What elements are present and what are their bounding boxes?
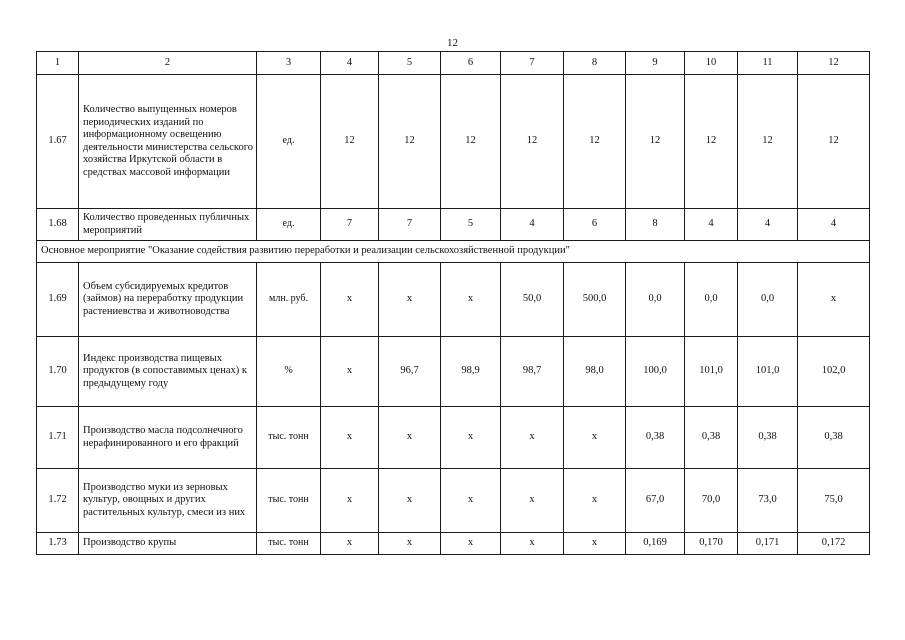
indicator-name: Производство масла подсолнечного нерафинированного и его фракций: [79, 407, 257, 469]
row-number: 1.68: [37, 209, 79, 241]
value-cell: 12: [798, 75, 870, 209]
value-cell: 67,0: [626, 469, 685, 533]
value-cell: х: [441, 407, 501, 469]
value-cell: х: [321, 263, 379, 337]
header-row: [37, 52, 870, 75]
value-cell: х: [441, 263, 501, 337]
unit-cell: %: [257, 337, 321, 407]
value-cell: 0,0: [626, 263, 685, 337]
value-cell: х: [441, 469, 501, 533]
indicator-name: Объем субсидируемых кредитов (займов) на переработку продукции растениевства и животноводства: [79, 263, 257, 337]
value-cell: 101,0: [685, 337, 738, 407]
header-cell: 3: [257, 52, 321, 75]
header-cell: 4: [321, 52, 379, 75]
value-cell: 5: [441, 209, 501, 241]
value-cell: х: [379, 263, 441, 337]
value-cell: 12: [441, 75, 501, 209]
value-cell: х: [441, 533, 501, 555]
unit-cell: ед.: [257, 209, 321, 241]
value-cell: 0,0: [738, 263, 798, 337]
value-cell: х: [564, 407, 626, 469]
row-number: 1.73: [37, 533, 79, 555]
value-cell: х: [564, 533, 626, 555]
header-cell: 9: [626, 52, 685, 75]
value-cell: 98,9: [441, 337, 501, 407]
value-cell: 7: [379, 209, 441, 241]
table-row: [37, 407, 870, 469]
value-cell: 98,0: [564, 337, 626, 407]
value-cell: х: [321, 337, 379, 407]
value-cell: 75,0: [798, 469, 870, 533]
header-cell: 6: [441, 52, 501, 75]
unit-cell: тыс. тонн: [257, 407, 321, 469]
value-cell: 0,38: [626, 407, 685, 469]
table-row: [37, 469, 870, 533]
value-cell: 12: [738, 75, 798, 209]
page-number: 12: [447, 37, 458, 49]
unit-cell: тыс. тонн: [257, 469, 321, 533]
indicator-name: Производство крупы: [79, 533, 257, 555]
header-cell: 7: [501, 52, 564, 75]
value-cell: 100,0: [626, 337, 685, 407]
header-cell: 8: [564, 52, 626, 75]
value-cell: х: [379, 533, 441, 555]
value-cell: х: [501, 469, 564, 533]
table-row: [37, 263, 870, 337]
value-cell: х: [501, 407, 564, 469]
value-cell: х: [379, 469, 441, 533]
value-cell: 0,38: [685, 407, 738, 469]
value-cell: 0,171: [738, 533, 798, 555]
value-cell: 98,7: [501, 337, 564, 407]
table-row: [37, 209, 870, 241]
indicator-name: Количество проведенных публичных мероприятий: [79, 209, 257, 241]
value-cell: 102,0: [798, 337, 870, 407]
value-cell: 7: [321, 209, 379, 241]
value-cell: 12: [626, 75, 685, 209]
value-cell: 0,170: [685, 533, 738, 555]
value-cell: 12: [564, 75, 626, 209]
indicator-name: Количество выпущенных номеров периодических изданий по информационному освещению деятельности министерства сельского хозяйства Иркутской области в средствах массовой информации: [79, 75, 257, 209]
value-cell: х: [501, 533, 564, 555]
value-cell: 6: [564, 209, 626, 241]
section-title: Основное мероприятие "Оказание содействия развитию переработки и реализации сельскохозяйственной продукции": [37, 241, 870, 263]
value-cell: х: [321, 533, 379, 555]
indicator-name: Производство муки из зерновых культур, овощных и других растительных культур, смеси из них: [79, 469, 257, 533]
table-row: [37, 75, 870, 209]
value-cell: 12: [685, 75, 738, 209]
value-cell: 4: [685, 209, 738, 241]
indicators-table: [36, 51, 870, 555]
value-cell: 12: [379, 75, 441, 209]
header-cell: 12: [798, 52, 870, 75]
unit-cell: тыс. тонн: [257, 533, 321, 555]
value-cell: 8: [626, 209, 685, 241]
value-cell: х: [798, 263, 870, 337]
value-cell: 70,0: [685, 469, 738, 533]
value-cell: 12: [501, 75, 564, 209]
row-number: 1.67: [37, 75, 79, 209]
row-number: 1.71: [37, 407, 79, 469]
value-cell: 12: [321, 75, 379, 209]
row-number: 1.69: [37, 263, 79, 337]
unit-cell: ед.: [257, 75, 321, 209]
value-cell: 0,0: [685, 263, 738, 337]
value-cell: 73,0: [738, 469, 798, 533]
value-cell: 0,169: [626, 533, 685, 555]
value-cell: 4: [501, 209, 564, 241]
value-cell: х: [321, 469, 379, 533]
header-cell: 2: [79, 52, 257, 75]
row-number: 1.72: [37, 469, 79, 533]
indicator-name: Индекс производства пищевых продуктов (в сопоставимых ценах) к предыдущему году: [79, 337, 257, 407]
header-cell: 10: [685, 52, 738, 75]
value-cell: 0,38: [798, 407, 870, 469]
value-cell: х: [321, 407, 379, 469]
header-cell: 11: [738, 52, 798, 75]
value-cell: 96,7: [379, 337, 441, 407]
row-number: 1.70: [37, 337, 79, 407]
unit-cell: млн. руб.: [257, 263, 321, 337]
value-cell: х: [379, 407, 441, 469]
header-cell: 5: [379, 52, 441, 75]
value-cell: 500,0: [564, 263, 626, 337]
value-cell: 4: [738, 209, 798, 241]
value-cell: 4: [798, 209, 870, 241]
value-cell: х: [564, 469, 626, 533]
section-row: [37, 241, 870, 263]
header-cell: 1: [37, 52, 79, 75]
value-cell: 0,38: [738, 407, 798, 469]
table-row: [37, 337, 870, 407]
value-cell: 101,0: [738, 337, 798, 407]
value-cell: 0,172: [798, 533, 870, 555]
table-row: [37, 533, 870, 555]
value-cell: 50,0: [501, 263, 564, 337]
